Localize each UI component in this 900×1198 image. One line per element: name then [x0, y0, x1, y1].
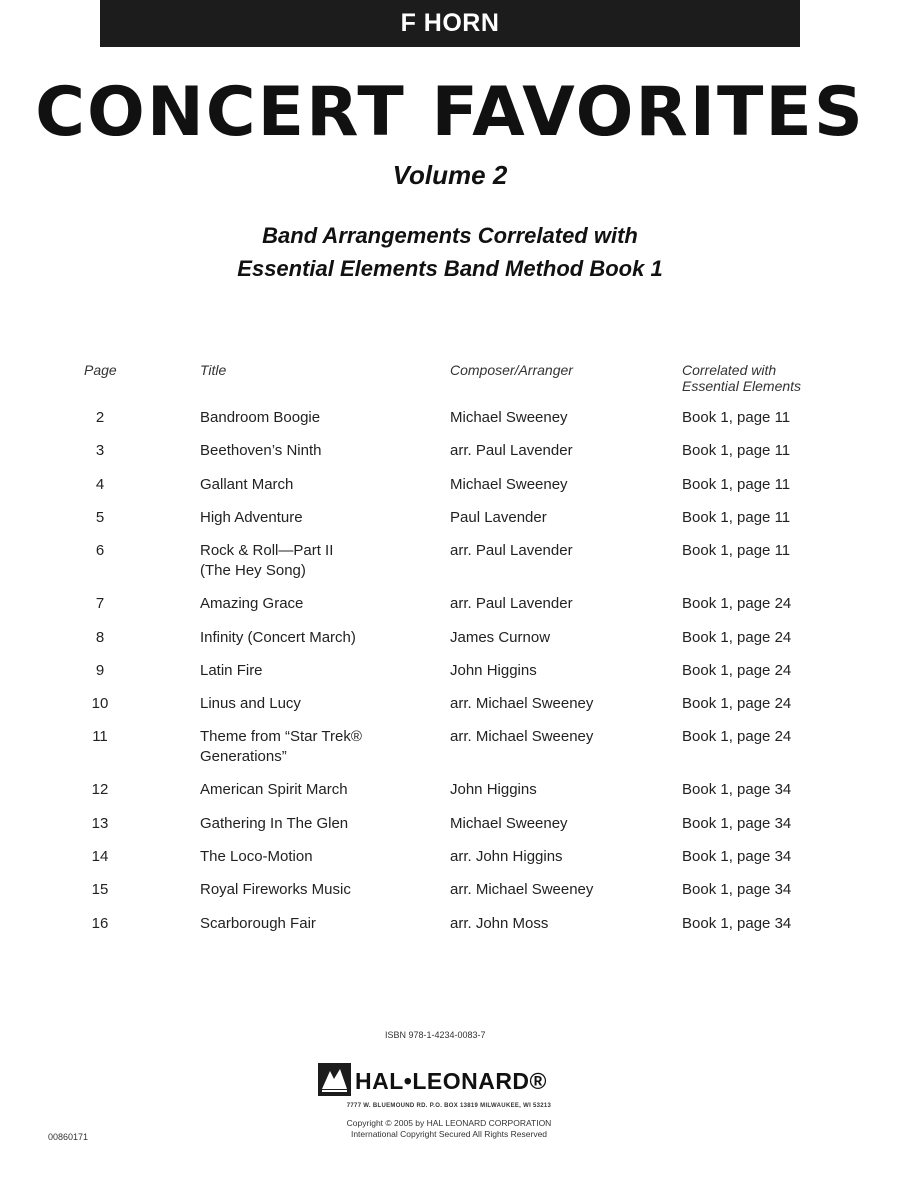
page-number: 15 — [91, 881, 109, 899]
page-number: 7 — [95, 595, 105, 613]
composer: Paul Lavender — [450, 508, 547, 526]
composer: arr. Paul Lavender — [450, 595, 573, 613]
song-title — [200, 408, 430, 428]
header-composer: Composer/Arranger — [450, 362, 573, 378]
table-row — [0, 880, 900, 913]
song-title-line-1: Gathering In The Glen — [200, 814, 349, 832]
song-title-line-1: Rock & Roll—Part II — [200, 542, 334, 560]
song-title-line-1: Latin Fire — [200, 661, 263, 679]
song-title-line-1: Theme from “Star Trek® — [200, 728, 362, 746]
publisher-logo-mark — [318, 1063, 351, 1096]
composer: John Higgins — [450, 781, 537, 799]
instrument-banner — [100, 0, 800, 47]
correlated-page: Book 1, page 24 — [682, 628, 792, 646]
copyright-line-1: Copyright © 2005 by HAL LEONARD CORPORATION — [346, 1118, 552, 1128]
correlated-page: Book 1, page 34 — [682, 881, 792, 899]
song-title — [200, 727, 430, 767]
composer: James Curnow — [450, 628, 551, 646]
page-number: 4 — [95, 475, 105, 493]
subtitle-line-2: Essential Elements Band Method Book 1 — [237, 256, 663, 281]
song-title — [200, 814, 430, 834]
correlated-page: Book 1, page 24 — [682, 695, 792, 713]
composer: arr. John Higgins — [450, 848, 563, 865]
song-title — [200, 508, 430, 528]
publisher-address: 7777 W. BLUEMOUND RD. P.O. BOX 13819 MILWAUKEE, WI 53213 — [346, 1103, 552, 1109]
composer: arr. John Moss — [450, 914, 549, 932]
composer: arr. Paul Lavender — [450, 442, 573, 460]
subtitle-line-1: Band Arrangements Correlated with — [262, 223, 638, 248]
correlated-page: Book 1, page 11 — [682, 508, 791, 526]
table-row — [0, 780, 900, 813]
song-title — [200, 541, 430, 581]
correlated-page: Book 1, page 34 — [682, 781, 792, 799]
publisher-name: HAL•LEONARD® — [355, 1068, 547, 1094]
isbn: ISBN 978-1-4234-0083-7 — [385, 1030, 486, 1040]
subtitle — [0, 219, 900, 285]
correlated-page: Book 1, page 34 — [682, 914, 792, 932]
header-correlated-line-2: Essential Elements — [682, 378, 802, 394]
composer: John Higgins — [450, 661, 537, 679]
correlated-page: Book 1, page 34 — [682, 848, 792, 865]
song-title-line-1: American Spirit March — [200, 781, 348, 799]
page-title: CONCERT FAVORITES — [35, 73, 865, 152]
correlated-page: Book 1, page 24 — [682, 728, 792, 746]
song-title-line-1: The Loco-Motion — [200, 848, 313, 865]
correlated-page: Book 1, page 11 — [682, 542, 791, 560]
composer: Michael Sweeney — [450, 814, 568, 832]
table-row — [0, 814, 900, 847]
instrument-label: F HORN — [400, 9, 500, 37]
song-title-line-2: (The Hey Song) — [200, 562, 306, 580]
correlated-page: Book 1, page 24 — [682, 595, 792, 613]
page-number: 16 — [91, 914, 109, 932]
page-number: 12 — [91, 781, 109, 799]
composer: Michael Sweeney — [450, 475, 568, 493]
page-number: 3 — [95, 442, 105, 460]
table-row — [0, 847, 900, 880]
song-title — [200, 847, 430, 867]
song-title-line-1: High Adventure — [200, 508, 303, 526]
song-title-line-1: Royal Fireworks Music — [200, 881, 351, 899]
header-page: Page — [84, 362, 117, 378]
composer: arr. Michael Sweeney — [450, 881, 594, 899]
page-number: 5 — [95, 508, 105, 526]
correlated-page: Book 1, page 34 — [682, 814, 792, 832]
composer: arr. Michael Sweeney — [450, 695, 594, 713]
publisher-logo — [318, 1063, 580, 1103]
song-title-line-1: Gallant March — [200, 475, 294, 493]
table-row — [0, 727, 900, 780]
page-number: 9 — [95, 661, 105, 679]
table-row — [0, 541, 900, 594]
table-row — [0, 508, 900, 541]
page-number: 11 — [92, 728, 108, 746]
table-row — [0, 408, 900, 441]
table-row — [0, 914, 900, 947]
song-title — [200, 475, 430, 495]
header-correlated — [682, 362, 801, 394]
song-title-line-1: Infinity (Concert March) — [200, 628, 356, 646]
volume-label: Volume 2 — [392, 160, 508, 190]
song-title-line-1: Amazing Grace — [200, 595, 304, 613]
page-number: 6 — [95, 542, 105, 560]
song-title — [200, 880, 430, 900]
copyright — [318, 1118, 580, 1140]
song-title — [200, 594, 430, 614]
composer: arr. Paul Lavender — [450, 542, 573, 560]
song-title-line-1: Linus and Lucy — [200, 695, 301, 713]
table-row — [0, 441, 900, 474]
song-title — [200, 628, 430, 648]
page-number: 8 — [95, 628, 105, 646]
correlated-page: Book 1, page 11 — [682, 409, 791, 426]
correlated-page: Book 1, page 11 — [682, 442, 791, 460]
composer: arr. Michael Sweeney — [450, 728, 594, 746]
page-number: 10 — [91, 695, 109, 713]
copyright-line-2: International Copyright Secured All Rights Reserved — [350, 1129, 548, 1139]
composer: Michael Sweeney — [450, 409, 568, 426]
table-row — [0, 628, 900, 661]
correlated-page: Book 1, page 24 — [682, 661, 792, 679]
header-correlated-line-1: Correlated with — [682, 362, 777, 378]
song-title-line-1: Scarborough Fair — [200, 914, 316, 932]
song-title-line-1: Bandroom Boogie — [200, 409, 321, 426]
catalog-number: 00860171 — [48, 1132, 89, 1142]
table-row — [0, 694, 900, 727]
page-number: 13 — [91, 814, 109, 832]
page-number: 2 — [95, 409, 105, 426]
table-row — [0, 594, 900, 627]
song-title-line-1: Beethoven’s Ninth — [200, 442, 322, 460]
header-title: Title — [200, 362, 227, 378]
song-title — [200, 780, 430, 800]
page-number: 14 — [91, 848, 109, 865]
song-title-line-2: Generations” — [200, 748, 287, 766]
table-row — [0, 661, 900, 694]
correlated-page: Book 1, page 11 — [682, 475, 791, 493]
song-title — [200, 661, 430, 681]
song-title — [200, 914, 430, 934]
table-row — [0, 475, 900, 508]
song-title — [200, 694, 430, 714]
song-title — [200, 441, 430, 461]
